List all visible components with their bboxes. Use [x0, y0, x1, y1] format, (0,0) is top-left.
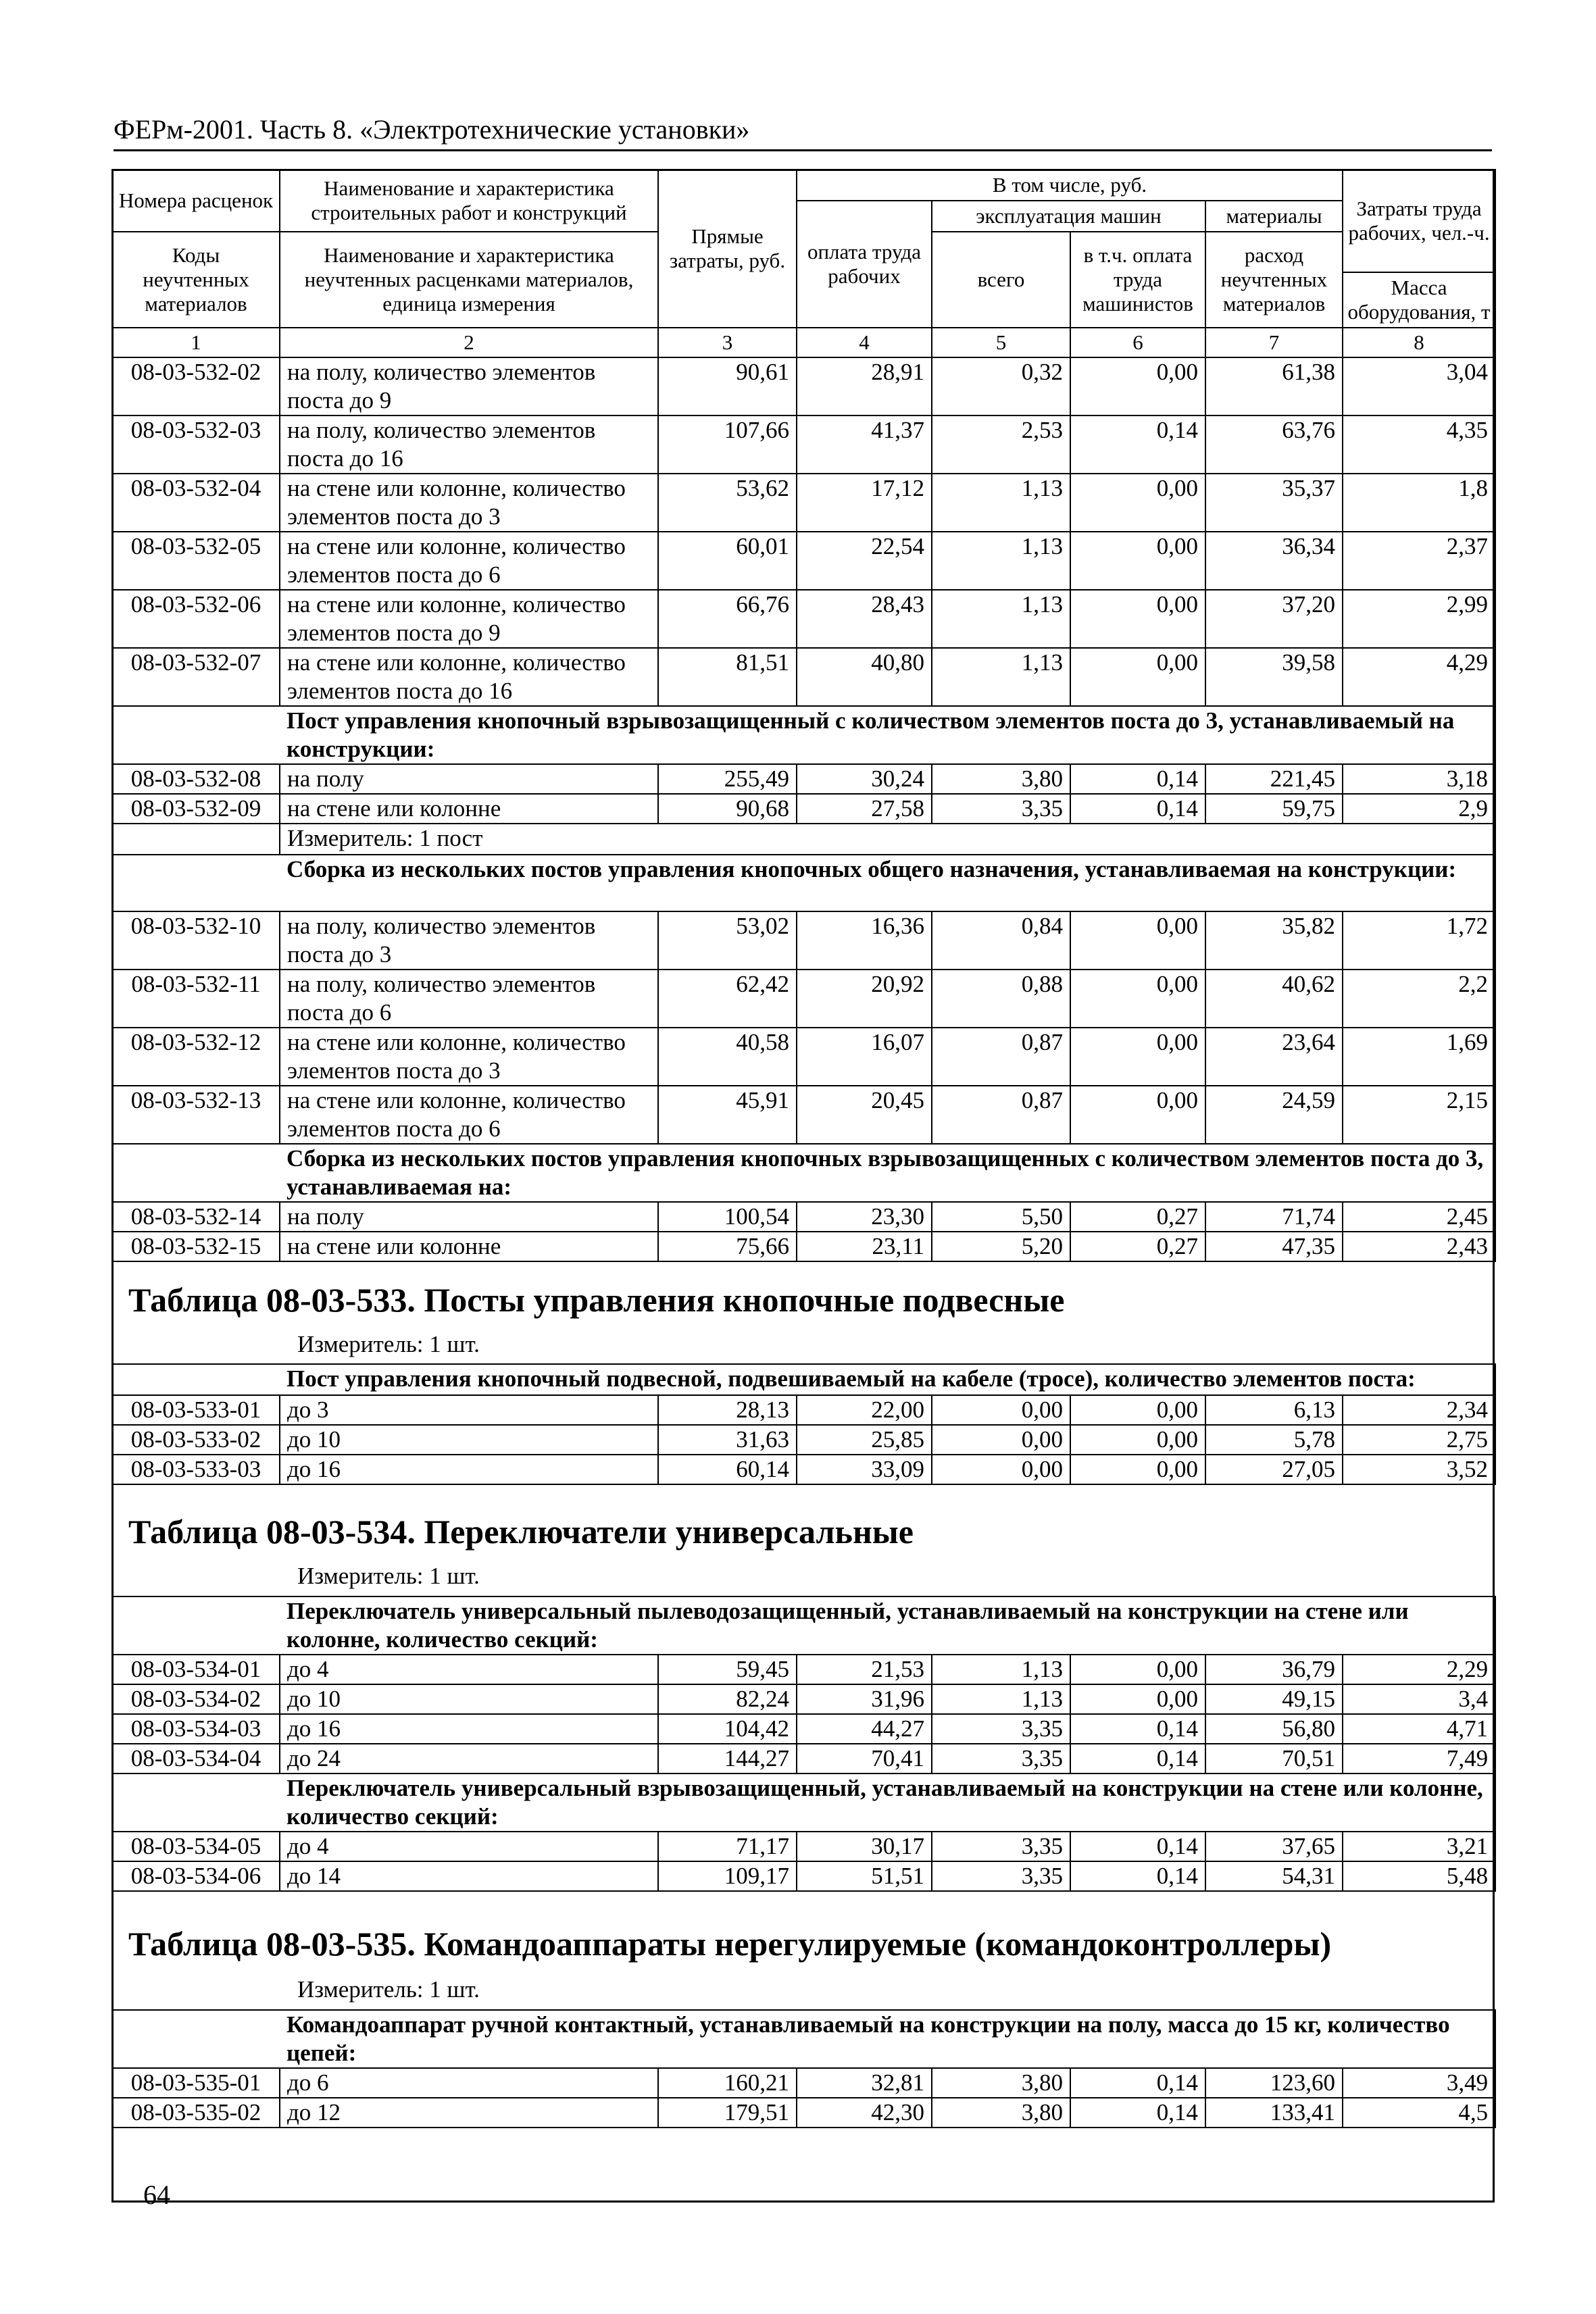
value-cell: 3,4 [1343, 1684, 1495, 1714]
value-cell: 0,27 [1070, 1202, 1205, 1232]
rate-code: 08-03-532-14 [112, 1202, 280, 1232]
work-name: до 12 [280, 2098, 658, 2128]
value-cell: 1,13 [932, 474, 1070, 532]
table-row [112, 1714, 1495, 1744]
value-cell: 59,75 [1205, 794, 1343, 824]
value-cell: 40,80 [797, 648, 932, 706]
column-numbers-row [112, 328, 1495, 357]
value-cell: 75,66 [658, 1232, 797, 1261]
value-cell: 0,00 [1070, 648, 1205, 706]
rate-code: 08-03-532-04 [112, 474, 280, 532]
col-unaccounted-name-header: Наименование и характеристика неучтенных расценками материалов, единица измерения [280, 232, 658, 328]
work-name: на полу, количество элементов поста до 6 [280, 970, 658, 1028]
work-name: до 14 [280, 1861, 658, 1891]
value-cell: 20,92 [797, 970, 932, 1028]
rate-code: 08-03-535-02 [112, 2098, 280, 2128]
value-cell: 100,54 [658, 1202, 797, 1232]
value-cell: 7,49 [1343, 1744, 1495, 1774]
col-machines-header: эксплуатация машин [932, 201, 1205, 232]
section-heading: Пост управления кнопочный взрывозащищенный с количеством элементов поста до 3, устанавливаемый на конструкции: [280, 706, 1495, 764]
table-534-title: Таблица 08-03-534. Переключатели универсальные [128, 1513, 914, 1551]
value-cell: 71,74 [1205, 1202, 1343, 1232]
value-cell: 1,72 [1343, 911, 1495, 970]
value-cell: 36,79 [1205, 1655, 1343, 1684]
rate-code: 08-03-532-06 [112, 590, 280, 648]
col-unaccounted-codes-header: Коды неучтенных материалов [112, 232, 280, 328]
value-cell: 0,32 [932, 357, 1070, 416]
work-name: на стене или колонне, количество элементов поста до 9 [280, 590, 658, 648]
value-cell: 31,63 [658, 1425, 797, 1455]
value-cell: 45,91 [658, 1086, 797, 1144]
value-cell: 28,43 [797, 590, 932, 648]
value-cell: 3,80 [932, 2068, 1070, 2098]
work-name: на стене или колонне [280, 794, 658, 824]
rate-code: 08-03-532-08 [112, 764, 280, 794]
value-cell: 21,53 [797, 1655, 932, 1684]
value-cell: 31,96 [797, 1684, 932, 1714]
value-cell: 3,21 [1343, 1832, 1495, 1861]
value-cell: 1,8 [1343, 474, 1495, 532]
table-535-title: Таблица 08-03-535. Командоаппараты нерегулируемые (командоконтроллеры) [128, 1925, 1332, 1963]
section-spacer [112, 2010, 280, 2068]
value-cell: 49,15 [1205, 1684, 1343, 1714]
value-cell: 36,34 [1205, 532, 1343, 590]
section-spacer [112, 1144, 280, 1202]
section-heading-row [112, 1364, 1495, 1395]
value-cell: 23,64 [1205, 1028, 1343, 1086]
value-cell: 3,18 [1343, 764, 1495, 794]
value-cell: 3,80 [932, 2098, 1070, 2128]
table-row [112, 2098, 1495, 2128]
value-cell: 179,51 [658, 2098, 797, 2128]
value-cell: 41,37 [797, 416, 932, 474]
table-row [112, 1202, 1495, 1232]
value-cell: 25,85 [797, 1425, 932, 1455]
value-cell: 0,00 [1070, 970, 1205, 1028]
value-cell: 47,35 [1205, 1232, 1343, 1261]
rate-code: 08-03-534-04 [112, 1744, 280, 1774]
value-cell: 3,35 [932, 794, 1070, 824]
value-cell: 3,04 [1343, 357, 1495, 416]
work-name: на стене или колонне, количество элементов поста до 16 [280, 648, 658, 706]
rate-code: 08-03-535-01 [112, 2068, 280, 2098]
table-row [112, 1744, 1495, 1774]
value-cell: 5,50 [932, 1202, 1070, 1232]
table-535-measure: Измеритель: 1 шт. [297, 1976, 480, 2003]
value-cell: 60,14 [658, 1455, 797, 1484]
column-number-cell: 5 [932, 328, 1070, 357]
work-name: на полу, количество элементов поста до 16 [280, 416, 658, 474]
value-cell: 3,35 [932, 1744, 1070, 1774]
value-cell: 0,87 [932, 1028, 1070, 1086]
table-row [112, 2068, 1495, 2098]
table-body-c [112, 824, 1495, 1144]
value-cell: 104,42 [658, 1714, 797, 1744]
rates-table-534 [111, 1596, 1496, 1892]
section-heading-row [112, 1596, 1495, 1655]
value-cell: 160,21 [658, 2068, 797, 2098]
section-heading-row [112, 2010, 1495, 2068]
value-cell: 0,14 [1070, 1744, 1205, 1774]
col-name-header: Наименование и характеристика строительных работ и конструкций [280, 170, 658, 232]
value-cell: 53,02 [658, 911, 797, 970]
rate-code: 08-03-534-02 [112, 1684, 280, 1714]
value-cell: 3,52 [1343, 1455, 1495, 1484]
section-heading: Пост управления кнопочный подвесной, подвешиваемый на кабеле (тросе), количество элементов поста: [280, 1364, 1495, 1395]
rate-code: 08-03-534-06 [112, 1861, 280, 1891]
table-row [112, 1861, 1495, 1891]
section-heading: Переключатель универсальный взрывозащищенный, устанавливаемый на конструкции на стене или колонне, количество секций: [280, 1774, 1495, 1832]
value-cell: 4,71 [1343, 1714, 1495, 1744]
section-heading: Командоаппарат ручной контактный, устанавливаемый на конструкции на полу, масса до 15 кг, количество цепей: [280, 2010, 1495, 2068]
work-name: до 3 [280, 1395, 658, 1425]
table-row [112, 1832, 1495, 1861]
value-cell: 30,17 [797, 1832, 932, 1861]
work-name: на стене или колонне, количество элементов поста до 3 [280, 1028, 658, 1086]
value-cell: 0,00 [1070, 1655, 1205, 1684]
rates-table-532 [111, 169, 1496, 1262]
value-cell: 0,14 [1070, 2068, 1205, 2098]
table-body-a [112, 357, 1495, 706]
col-labor-pay-header: оплата труда рабочих [797, 201, 932, 328]
value-cell: 123,60 [1205, 2068, 1343, 2098]
measure-text: Измеритель: 1 пост [280, 824, 1495, 855]
value-cell: 81,51 [658, 648, 797, 706]
table-row [112, 911, 1495, 970]
section-spacer [112, 1774, 280, 1832]
col-materials-header: материалы [1205, 201, 1343, 232]
value-cell: 51,51 [797, 1861, 932, 1891]
value-cell: 63,76 [1205, 416, 1343, 474]
col-codes-header: Номера расценок [112, 170, 280, 232]
table-row [112, 1655, 1495, 1684]
value-cell: 24,59 [1205, 1086, 1343, 1144]
value-cell: 39,58 [1205, 648, 1343, 706]
rate-code: 08-03-532-03 [112, 416, 280, 474]
value-cell: 60,01 [658, 532, 797, 590]
col-including-header: В том числе, руб. [797, 170, 1343, 201]
value-cell: 22,00 [797, 1395, 932, 1425]
value-cell: 37,20 [1205, 590, 1343, 648]
value-cell: 20,45 [797, 1086, 932, 1144]
value-cell: 0,14 [1070, 1714, 1205, 1744]
table-row [112, 1395, 1495, 1425]
value-cell: 2,15 [1343, 1086, 1495, 1144]
value-cell: 2,34 [1343, 1395, 1495, 1425]
value-cell: 3,35 [932, 1832, 1070, 1861]
value-cell: 1,13 [932, 590, 1070, 648]
table-535-body [112, 2010, 1495, 2128]
value-cell: 53,62 [658, 474, 797, 532]
column-number-cell: 8 [1343, 328, 1495, 357]
work-name: до 10 [280, 1425, 658, 1455]
rates-table-535 [111, 2009, 1496, 2128]
value-cell: 28,13 [658, 1395, 797, 1425]
value-cell: 0,00 [1070, 911, 1205, 970]
value-cell: 1,69 [1343, 1028, 1495, 1086]
work-name: на полу, количество элементов поста до 3 [280, 911, 658, 970]
work-name: до 6 [280, 2068, 658, 2098]
value-cell: 6,13 [1205, 1395, 1343, 1425]
value-cell: 40,62 [1205, 970, 1343, 1028]
value-cell: 30,24 [797, 764, 932, 794]
value-cell: 3,35 [932, 1714, 1070, 1744]
value-cell: 0,00 [1070, 1455, 1205, 1484]
table-row [112, 764, 1495, 794]
rate-code: 08-03-532-12 [112, 1028, 280, 1086]
value-cell: 1,13 [932, 648, 1070, 706]
section-spacer [112, 1364, 280, 1395]
col-unaccounted-materials-header: расход неучтенных материалов [1205, 232, 1343, 328]
table-row [112, 794, 1495, 824]
section-heading-row [112, 1144, 1495, 1202]
table-header [112, 170, 1495, 357]
col-direct-costs-header: Прямые затраты, руб. [658, 170, 797, 328]
value-cell: 0,00 [1070, 590, 1205, 648]
value-cell: 2,75 [1343, 1425, 1495, 1455]
rate-code: 08-03-534-05 [112, 1832, 280, 1861]
table-body-d [112, 1144, 1495, 1261]
value-cell: 23,30 [797, 1202, 932, 1232]
value-cell: 22,54 [797, 532, 932, 590]
rate-code: 08-03-532-07 [112, 648, 280, 706]
work-name: на стене или колонне [280, 1232, 658, 1261]
table-row [112, 1232, 1495, 1261]
value-cell: 0,87 [932, 1086, 1070, 1144]
work-name: на стене или колонне, количество элементов поста до 6 [280, 532, 658, 590]
value-cell: 44,27 [797, 1714, 932, 1744]
value-cell: 0,00 [1070, 1395, 1205, 1425]
table-533-body [112, 1364, 1495, 1484]
col-labor-costs-header: Затраты труда рабочих, чел.-ч. [1343, 170, 1495, 272]
table-row [112, 1425, 1495, 1455]
value-cell: 0,00 [932, 1425, 1070, 1455]
table-row [112, 1455, 1495, 1484]
value-cell: 0,00 [932, 1455, 1070, 1484]
value-cell: 33,09 [797, 1455, 932, 1484]
value-cell: 0,14 [1070, 2098, 1205, 2128]
table-533-measure: Измеритель: 1 шт. [297, 1331, 480, 1357]
value-cell: 2,53 [932, 416, 1070, 474]
value-cell: 0,00 [1070, 357, 1205, 416]
value-cell: 0,00 [1070, 474, 1205, 532]
value-cell: 0,00 [1070, 1086, 1205, 1144]
rate-code: 08-03-532-09 [112, 794, 280, 824]
work-name: на стене или колонне, количество элементов поста до 3 [280, 474, 658, 532]
rate-code: 08-03-532-02 [112, 357, 280, 416]
value-cell: 62,42 [658, 970, 797, 1028]
rate-code: 08-03-534-01 [112, 1655, 280, 1684]
section-heading: Переключатель универсальный пылеводозащищенный, устанавливаемый на конструкции на стене или колонне, количество секций: [280, 1596, 1495, 1655]
section-spacer [112, 824, 280, 855]
section-heading: Сборка из нескольких постов управления кнопочных общего назначения, устанавливаемая на конструкции: [280, 855, 1495, 911]
value-cell: 0,00 [1070, 1425, 1205, 1455]
value-cell: 35,82 [1205, 911, 1343, 970]
work-name: на полу, количество элементов поста до 9 [280, 357, 658, 416]
column-number-cell: 7 [1205, 328, 1343, 357]
col-machines-total-header: всего [932, 232, 1070, 328]
value-cell: 0,14 [1070, 764, 1205, 794]
section-heading-row [112, 706, 1495, 764]
work-name: до 4 [280, 1655, 658, 1684]
work-name: на полу [280, 764, 658, 794]
value-cell: 2,9 [1343, 794, 1495, 824]
section-heading-row [112, 1774, 1495, 1832]
value-cell: 35,37 [1205, 474, 1343, 532]
value-cell: 90,61 [658, 357, 797, 416]
value-cell: 0,14 [1070, 416, 1205, 474]
section-spacer [112, 706, 280, 764]
value-cell: 255,49 [658, 764, 797, 794]
rate-code: 08-03-532-10 [112, 911, 280, 970]
value-cell: 42,30 [797, 2098, 932, 2128]
value-cell: 27,05 [1205, 1455, 1343, 1484]
table-row [112, 1028, 1495, 1086]
table-row [112, 1086, 1495, 1144]
value-cell: 4,5 [1343, 2098, 1495, 2128]
table-row [112, 590, 1495, 648]
value-cell: 0,00 [1070, 1028, 1205, 1086]
value-cell: 37,65 [1205, 1832, 1343, 1861]
value-cell: 1,13 [932, 1684, 1070, 1714]
rate-code: 08-03-532-11 [112, 970, 280, 1028]
table-row [112, 648, 1495, 706]
rate-code: 08-03-533-02 [112, 1425, 280, 1455]
rate-code: 08-03-533-01 [112, 1395, 280, 1425]
work-name: до 10 [280, 1684, 658, 1714]
value-cell: 144,27 [658, 1744, 797, 1774]
table-row [112, 416, 1495, 474]
value-cell: 0,14 [1070, 794, 1205, 824]
value-cell: 4,35 [1343, 416, 1495, 474]
table-534-body-b [112, 1774, 1495, 1891]
value-cell: 28,91 [797, 357, 932, 416]
column-number-cell: 6 [1070, 328, 1205, 357]
table-row [112, 970, 1495, 1028]
col-equipment-mass-header: Масса оборудования, т [1343, 272, 1495, 328]
rate-code: 08-03-532-05 [112, 532, 280, 590]
table-body-b [112, 706, 1495, 824]
value-cell: 54,31 [1205, 1861, 1343, 1891]
page-number: 64 [143, 2180, 170, 2210]
value-cell: 23,11 [797, 1232, 932, 1261]
value-cell: 71,17 [658, 1832, 797, 1861]
table-534-measure: Измеритель: 1 шт. [297, 1563, 480, 1589]
value-cell: 221,45 [1205, 764, 1343, 794]
value-cell: 0,00 [1070, 532, 1205, 590]
value-cell: 16,36 [797, 911, 932, 970]
column-number-cell: 3 [658, 328, 797, 357]
column-number-cell: 4 [797, 328, 932, 357]
value-cell: 0,14 [1070, 1832, 1205, 1861]
page-header: ФЕРм-2001. Часть 8. «Электротехнические установки» [114, 114, 1492, 151]
section-heading-row [112, 855, 1495, 911]
value-cell: 40,58 [658, 1028, 797, 1086]
col-operators-pay-header: в т.ч. оплата труда машинистов [1070, 232, 1205, 328]
value-cell: 61,38 [1205, 357, 1343, 416]
value-cell: 0,14 [1070, 1861, 1205, 1891]
value-cell: 3,49 [1343, 2068, 1495, 2098]
value-cell: 0,84 [932, 911, 1070, 970]
value-cell: 2,29 [1343, 1655, 1495, 1684]
value-cell: 2,45 [1343, 1202, 1495, 1232]
value-cell: 2,2 [1343, 970, 1495, 1028]
column-number-cell: 1 [112, 328, 280, 357]
value-cell: 0,00 [932, 1395, 1070, 1425]
work-name: на полу [280, 1202, 658, 1232]
work-name: на стене или колонне, количество элементов поста до 6 [280, 1086, 658, 1144]
value-cell: 27,58 [797, 794, 932, 824]
value-cell: 70,41 [797, 1744, 932, 1774]
value-cell: 66,76 [658, 590, 797, 648]
value-cell: 4,29 [1343, 648, 1495, 706]
work-name: до 16 [280, 1714, 658, 1744]
section-heading: Сборка из нескольких постов управления кнопочных взрывозащищенных с количеством элементов поста до 3, устанавливаемая на: [280, 1144, 1495, 1202]
table-534-body-a [112, 1596, 1495, 1774]
value-cell: 107,66 [658, 416, 797, 474]
value-cell: 56,80 [1205, 1714, 1343, 1744]
work-name: до 4 [280, 1832, 658, 1861]
value-cell: 16,07 [797, 1028, 932, 1086]
value-cell: 0,88 [932, 970, 1070, 1028]
table-row [112, 474, 1495, 532]
table-533-title: Таблица 08-03-533. Посты управления кнопочные подвесные [128, 1281, 1065, 1319]
column-number-cell: 2 [280, 328, 658, 357]
value-cell: 133,41 [1205, 2098, 1343, 2128]
value-cell: 82,24 [658, 1684, 797, 1714]
work-name: до 16 [280, 1455, 658, 1484]
rates-table-533 [111, 1363, 1496, 1485]
value-cell: 90,68 [658, 794, 797, 824]
value-cell: 17,12 [797, 474, 932, 532]
section-spacer [112, 855, 280, 911]
value-cell: 32,81 [797, 2068, 932, 2098]
rate-code: 08-03-532-13 [112, 1086, 280, 1144]
table-row [112, 532, 1495, 590]
work-name: до 24 [280, 1744, 658, 1774]
value-cell: 0,27 [1070, 1232, 1205, 1261]
value-cell: 109,17 [658, 1861, 797, 1891]
value-cell: 3,80 [932, 764, 1070, 794]
value-cell: 59,45 [658, 1655, 797, 1684]
section-spacer [112, 1596, 280, 1655]
measure-row [112, 824, 1495, 855]
value-cell: 70,51 [1205, 1744, 1343, 1774]
value-cell: 2,43 [1343, 1232, 1495, 1261]
value-cell: 2,99 [1343, 590, 1495, 648]
value-cell: 3,35 [932, 1861, 1070, 1891]
value-cell: 0,00 [1070, 1684, 1205, 1714]
table-row [112, 357, 1495, 416]
rate-code: 08-03-534-03 [112, 1714, 280, 1744]
value-cell: 5,78 [1205, 1425, 1343, 1455]
value-cell: 5,48 [1343, 1861, 1495, 1891]
table-row [112, 1684, 1495, 1714]
rate-code: 08-03-533-03 [112, 1455, 280, 1484]
rate-code: 08-03-532-15 [112, 1232, 280, 1261]
value-cell: 5,20 [932, 1232, 1070, 1261]
value-cell: 1,13 [932, 1655, 1070, 1684]
value-cell: 1,13 [932, 532, 1070, 590]
value-cell: 2,37 [1343, 532, 1495, 590]
